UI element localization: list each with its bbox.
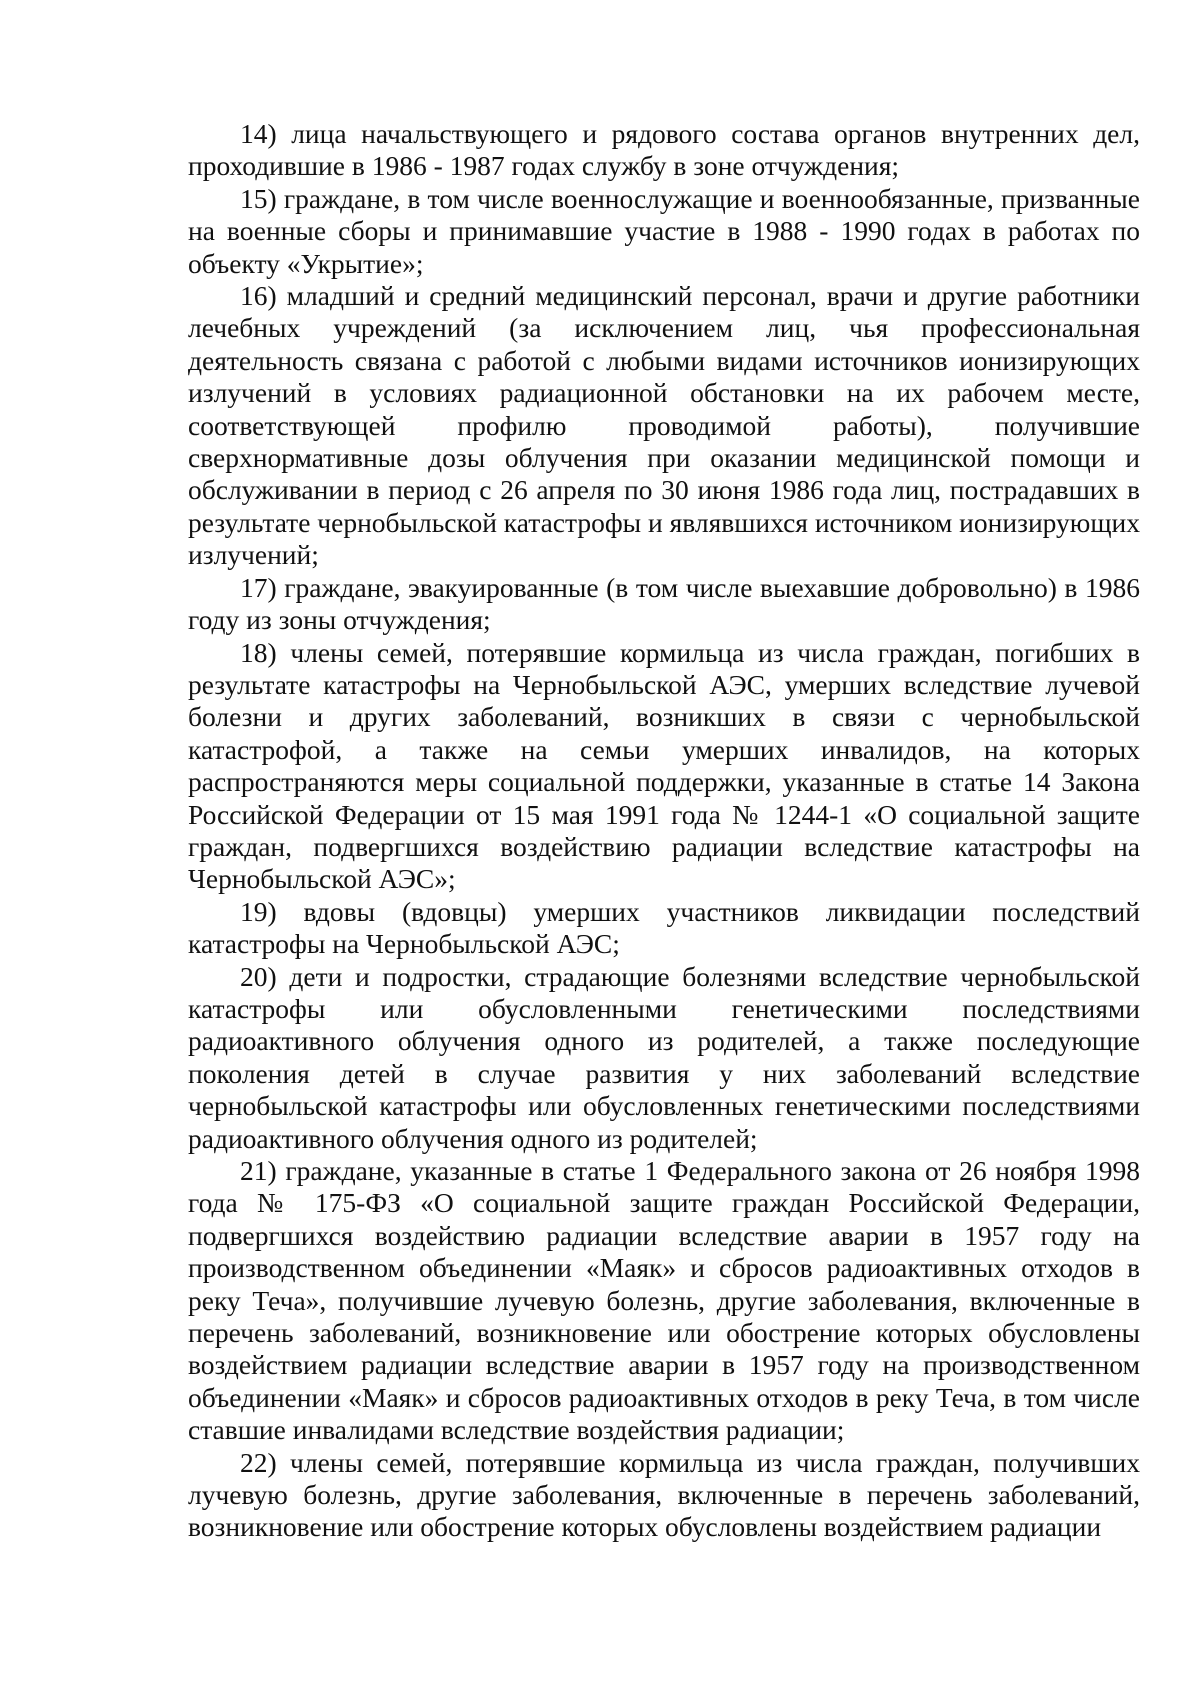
paragraph-item-14: 14) лица начальствующего и рядового состава органов внутренних дел, проходившие в 1986 - 1987 годах службу в зоне отчуждения;	[188, 118, 1140, 182]
paragraph-item-16: 16) младший и средний медицинский персонал, врачи и другие работники лечебных учреждений (за исключением лиц, чья профессиональная деятельность связана с работой с любыми видами источников ионизирующих излучений в условиях радиационной обстановки на их рабочем месте, соответствующей профилю проводимой работы), получившие сверхнормативные дозы облучения при оказании медицинской помощи и обслуживании в период с 26 апреля по 30 июня 1986 года лиц, пострадавших в результате чернобыльской катастрофы и являвшихся источником ионизирующих излучений;	[188, 280, 1140, 571]
paragraph-item-18: 18) члены семей, потерявшие кормильца из числа граждан, погибших в результате катастрофы на Чернобыльской АЭС, умерших вследствие лучевой болезни и других заболеваний, возникших в связи с чернобыльской катастрофой, а также на семьи умерших инвалидов, на которых распространяются меры социальной поддержки, указанные в статье 14 Закона Российской Федерации от 15 мая 1991 года № 1244-1 «О социальной защите граждан, подвергшихся воздействию радиации вследствие катастрофы на Чернобыльской АЭС»;	[188, 636, 1140, 895]
paragraph-item-17: 17) граждане, эвакуированные (в том числе выехавшие добровольно) в 1986 году из зоны отчуждения;	[188, 571, 1140, 636]
paragraph-item-15: 15) граждане, в том числе военнослужащие и военнообязанные, призванные на военные сборы и принимавшие участие в 1988 - 1990 годах в работах по объекту «Укрытие»;	[188, 182, 1140, 279]
paragraph-item-22: 22) члены семей, потерявшие кормильца из числа граждан, получивших лучевую болезнь, другие заболевания, включенные в перечень заболеваний, возникновение или обострение которых обусловлены воздействием радиации	[188, 1446, 1140, 1543]
paragraph-item-19: 19) вдовы (вдовцы) умерших участников ликвидации последствий катастрофы на Чернобыльской АЭС;	[188, 895, 1140, 960]
paragraph-item-20: 20) дети и подростки, страдающие болезнями вследствие чернобыльской катастрофы или обусловленными генетическими последствиями радиоактивного облучения одного из родителей, а также последующие поколения детей в случае развития у них заболеваний вследствие чернобыльской катастрофы или обусловленных генетическими последствиями радиоактивного облучения одного из родителей;	[188, 960, 1140, 1154]
paragraph-item-21: 21) граждане, указанные в статье 1 Федерального закона от 26 ноября 1998 года № 175-ФЗ «О социальной защите граждан Российской Федерации, подвергшихся воздействию радиации вследствие аварии в 1957 году на производственном объединении «Маяк» и сбросов радиоактивных отходов в реку Теча», получившие лучевую болезнь, другие заболевания, включенные в перечень заболеваний, возникновение или обострение которых обусловлены воздействием радиации вследствие аварии в 1957 году на производственном объединении «Маяк» и сбросов радиоактивных отходов в реку Теча, в том числе ставшие инвалидами вследствие воздействия радиации;	[188, 1155, 1140, 1446]
document-body	[188, 118, 1140, 1544]
